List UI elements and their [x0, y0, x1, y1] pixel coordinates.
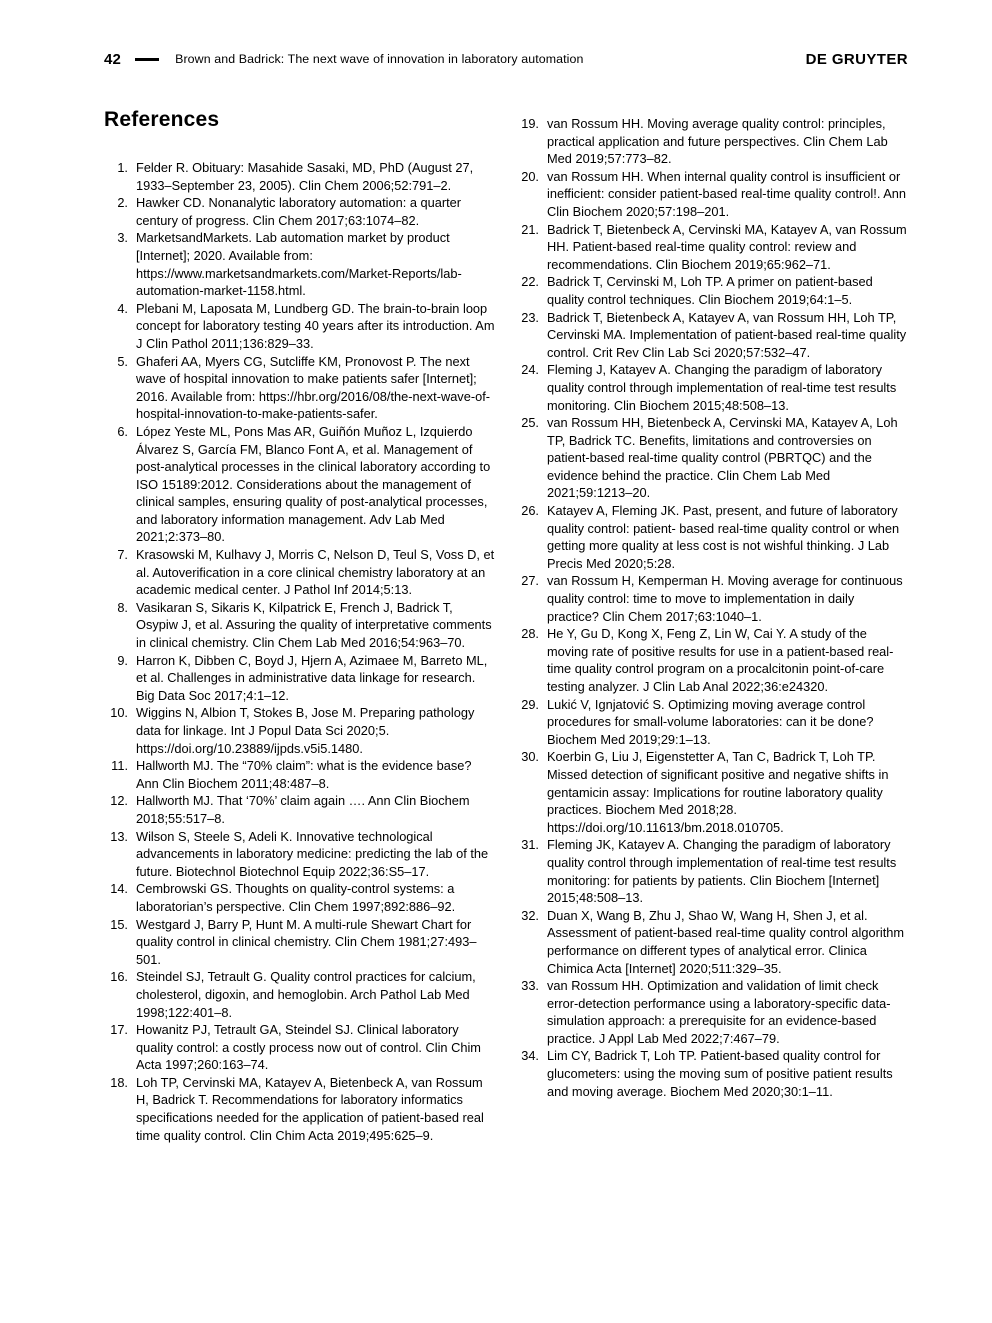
reference-number: 29.	[521, 696, 539, 712]
reference-item	[515, 273, 908, 308]
reference-text: Howanitz PJ, Tetrault GA, Steindel SJ. Clinical laboratory quality control: a costly process now out of control. Clin Chim Acta 1997;260:163–74.	[136, 1022, 481, 1073]
reference-item	[104, 652, 497, 705]
reference-number: 30.	[521, 749, 539, 765]
reference-item	[515, 836, 908, 906]
reference-text: Hallworth MJ. The “70% claim”: what is the evidence base? Ann Clin Biochem 2011;48:487–8.	[136, 758, 472, 791]
reference-number: 15.	[110, 916, 128, 932]
reference-item	[104, 757, 497, 792]
reference-item	[515, 414, 908, 502]
references-column-left	[104, 108, 497, 1144]
reference-text: Krasowski M, Kulhavy J, Morris C, Nelson D, Teul S, Voss D, et al. Autoverification in a core clinical chemistry laboratory at an academic medical center. J Pathol Inf 2014;5:13.	[136, 547, 495, 598]
reference-number: 9.	[117, 652, 128, 668]
reference-text: Wiggins N, Albion T, Stokes B, Jose M. Preparing pathology data for linkage. Int J Popul Data Sci 2020;5. https://doi.org/10.23889/ijpds.v5i5.1480.	[136, 705, 475, 756]
reference-text: Lukić V, Ignjatović S. Optimizing moving average control procedures for small-volume laboratories: can it be done? Biochem Med 2019;29:1–13.	[547, 696, 874, 747]
reference-number: 4.	[117, 300, 128, 316]
reference-text: van Rossum H, Kemperman H. Moving average for continuous quality control: time to move to implementation in daily practice? Clin Chem 2017;63:1040–1.	[547, 573, 903, 624]
reference-text: Hallworth MJ. That ‘70%’ claim again …. Ann Clin Biochem 2018;55:517–8.	[136, 793, 470, 826]
reference-item	[515, 361, 908, 414]
reference-number: 2.	[117, 195, 128, 211]
reference-number: 12.	[110, 793, 128, 809]
reference-item	[104, 1074, 497, 1144]
reference-text: van Rossum HH, Bietenbeck A, Cervinski MA, Katayev A, Loh TP, Badrick TC. Benefits, limitations and controversies on patient-based real-time quality control (PBRTQC) and the evidence behind the practice. Clin Chem Lab Med 2021;59:1213–20.	[547, 415, 898, 501]
reference-item	[104, 353, 497, 423]
reference-text: Fleming JK, Katayev A. Changing the paradigm of laboratory quality control through implementation of real-time test results monitoring: for patients by patients. Clin Biochem [Internet] 2015;48:508–13.	[547, 837, 897, 906]
reference-text: Cembrowski GS. Thoughts on quality-control systems: a laboratorian’s perspective. Clin Chem 1997;892:886–92.	[136, 881, 456, 914]
reference-item	[515, 572, 908, 625]
running-title: Brown and Badrick: The next wave of innovation in laboratory automation	[175, 52, 584, 66]
reference-item	[515, 977, 908, 1047]
reference-item	[515, 625, 908, 695]
reference-number: 26.	[521, 503, 539, 519]
reference-text: van Rossum HH. Optimization and validation of limit check error-detection performance using a laboratory-specific data-simulation approach: a prerequisite for an evidence-based practice. J Appl Lab Med 2022;7:467–79.	[547, 978, 891, 1046]
reference-item	[515, 696, 908, 749]
reference-text: Steindel SJ, Tetrault G. Quality control practices for calcium, cholesterol, digoxin, and hemoglobin. Arch Pathol Lab Med 1998;122:401–8.	[136, 969, 476, 1020]
reference-text: He Y, Gu D, Kong X, Feng Z, Lin W, Cai Y. A study of the moving rate of positive results for use in a patient-based real-time quality control program on a procalcitonin point-of-care testing analyzer. J Clin Lab Anal 2022;36:e24320.	[547, 626, 894, 694]
page-number: 42	[104, 50, 122, 68]
reference-item	[515, 748, 908, 836]
reference-item	[104, 599, 497, 652]
reference-text: van Rossum HH. Moving average quality control: principles, practical application and future perspectives. Clin Chem Lab Med 2019;57:773–82.	[547, 116, 888, 167]
reference-number: 11.	[111, 758, 128, 774]
reference-item	[104, 159, 497, 194]
reference-text: MarketsandMarkets. Lab automation market by product [Internet]; 2020. Available from: https://www.marketsandmarkets.com/Market-Reports/lab-automation-market-1158.html.	[136, 230, 462, 299]
reference-number: 8.	[117, 599, 128, 615]
reference-text: Badrick T, Cervinski M, Loh TP. A primer on patient-based quality control techniques. Clin Biochem 2019;64:1–5.	[547, 274, 873, 307]
reference-number: 27.	[521, 573, 539, 589]
column-gap	[497, 108, 515, 1144]
header-dash-rule	[135, 58, 159, 61]
running-header	[104, 50, 908, 68]
reference-number: 10.	[110, 705, 128, 721]
reference-number: 1.	[117, 160, 128, 175]
reference-text: Vasikaran S, Sikaris K, Kilpatrick E, French J, Badrick T, Osypiw J, et al. Assuring the quality of interpretative comments in clinical chemistry. Clin Chem Lab Med 2016;54:963–70.	[136, 599, 492, 651]
reference-number: 25.	[521, 415, 539, 431]
reference-number: 5.	[117, 353, 128, 369]
reference-list-right	[515, 115, 908, 1100]
reference-item	[104, 229, 497, 299]
reference-item	[515, 1047, 908, 1100]
reference-text: Hawker CD. Nonanalytic laboratory automation: a quarter century of progress. Clin Chem 2017;63:1074–82.	[136, 195, 462, 228]
references-column-right	[515, 108, 908, 1144]
reference-number: 33.	[521, 978, 539, 994]
reference-text: Felder R. Obituary: Masahide Sasaki, MD, PhD (August 27, 1933–September 23, 2005). Clin Chem 2006;52:791–2.	[136, 160, 474, 193]
reference-text: Loh TP, Cervinski MA, Katayev A, Bietenbeck A, van Rossum H, Badrick T. Recommendations for laboratory informatics specifications needed for the application of patient-based real time quality control. Clin Chim Acta 2019;495:625–9.	[136, 1074, 484, 1143]
reference-number: 32.	[521, 907, 539, 923]
reference-item	[515, 221, 908, 274]
reference-text: Katayev A, Fleming JK. Past, present, and future of laboratory quality control: patient- based real-time quality control or when getting more quality at less cost is not wishful thinking. J Lab Precis Med 2020;5:28.	[547, 503, 900, 571]
reference-number: 17.	[110, 1022, 128, 1038]
reference-item	[104, 968, 497, 1021]
reference-number: 16.	[110, 969, 128, 985]
reference-text: Harron K, Dibben C, Boyd J, Hjern A, Azimaee M, Barreto ML, et al. Challenges in administrative data linkage for research. Big Data Soc 2017;4:1–12.	[136, 652, 488, 703]
reference-text: Ghaferi AA, Myers CG, Sutcliffe KM, Pronovost P. The next wave of hospital innovation to make patients safer [Internet]; 2016. Available from: https://hbr.org/2016/08/the-next-wave-of-hospital-innovation-to-make-patients-safer.	[136, 353, 491, 422]
reference-number: 7.	[117, 547, 128, 563]
reference-number: 31.	[521, 837, 539, 853]
reference-text: Westgard J, Barry P, Hunt M. A multi-rule Shewart Chart for quality control in clinical chemistry. Clin Chem 1981;27:493–501.	[136, 916, 477, 967]
section-title: References	[104, 108, 220, 131]
reference-item	[104, 916, 497, 969]
reference-item	[515, 115, 908, 168]
reference-item	[104, 300, 497, 353]
reference-text: Fleming J, Katayev A. Changing the paradigm of laboratory quality control through implementation of real-time test results monitoring. Clin Biochem 2015;48:508–13.	[547, 362, 897, 413]
reference-text: van Rossum HH. When internal quality control is insufficient or inefficient: consider patient-based real-time quality control!. Ann Clin Biochem 2020;57:198–201.	[547, 168, 906, 219]
reference-number: 23.	[521, 309, 539, 325]
reference-number: 13.	[110, 828, 128, 844]
reference-item	[104, 1021, 497, 1074]
reference-item	[515, 907, 908, 977]
reference-item	[104, 880, 497, 915]
reference-number: 18.	[110, 1074, 128, 1090]
reference-item	[104, 546, 497, 599]
reference-item	[104, 792, 497, 827]
reference-item	[104, 423, 497, 546]
reference-text: Plebani M, Laposata M, Lundberg GD. The brain-to-brain loop concept for laboratory testing 40 years after its introduction. Am J Clin Pathol 2011;136:829–33.	[136, 300, 495, 351]
reference-text: Badrick T, Bietenbeck A, Cervinski MA, Katayev A, van Rossum HH. Patient-based real-time quality control: review and recommendations. Clin Biochem 2019;65:962–71.	[547, 221, 907, 272]
reference-number: 20.	[521, 168, 539, 184]
reference-number: 3.	[117, 230, 128, 246]
references-section	[104, 108, 908, 1144]
reference-item	[515, 168, 908, 221]
reference-item	[515, 309, 908, 362]
publisher-logo: DE GRUYTER	[805, 50, 908, 68]
reference-number: 21.	[521, 221, 539, 237]
reference-text: López Yeste ML, Pons Mas AR, Guiñón Muñoz L, Izquierdo Álvarez S, García FM, Blanco Font A, et al. Management of post-analytical processes in the clinical laboratory according to ISO 15189:2012. Considerations about the management of clinical samples, ensuring quality of post-analytical processes, and laboratory information management. Adv Lab Med 2021;2:373–80.	[136, 423, 491, 545]
reference-number: 22.	[521, 274, 539, 290]
reference-list-left	[104, 159, 497, 1144]
reference-item	[515, 502, 908, 572]
reference-item	[104, 704, 497, 757]
reference-number: 34.	[521, 1048, 539, 1064]
reference-number: 19.	[521, 116, 539, 131]
reference-number: 28.	[521, 626, 539, 642]
reference-text: Koerbin G, Liu J, Eigenstetter A, Tan C, Badrick T, Loh TP. Missed detection of significant positive and negative shifts in gentamicin assay: Implications for routine laboratory quality practices. Biochem Med 2018;28. https://doi.org/10.11613/bm.2018.010705.	[547, 749, 889, 835]
reference-text: Wilson S, Steele S, Adeli K. Innovative technological advancements in laboratory medicine: predicting the lab of the future. Biotechnol Biotechnol Equip 2022;36:S5–17.	[136, 828, 489, 879]
reference-number: 24.	[521, 362, 539, 378]
reference-item	[104, 828, 497, 881]
reference-item	[104, 194, 497, 229]
reference-number: 6.	[117, 423, 128, 439]
reference-number: 14.	[110, 881, 128, 897]
reference-text: Duan X, Wang B, Zhu J, Shao W, Wang H, Shen J, et al. Assessment of patient-based real-time quality control algorithm performance on different types of analytical error. Clinica Chimica Acta [Internet] 2020;511:329–35.	[547, 907, 905, 976]
reference-text: Badrick T, Bietenbeck A, Katayev A, van Rossum HH, Loh TP, Cervinski MA. Implementation of patient-based real-time quality control. Crit Rev Clin Lab Sci 2020;57:532–47.	[547, 309, 907, 360]
reference-text: Lim CY, Badrick T, Loh TP. Patient-based quality control for glucometers: using the moving sum of positive patient results and moving average. Biochem Med 2020;30:1–11.	[547, 1048, 893, 1099]
